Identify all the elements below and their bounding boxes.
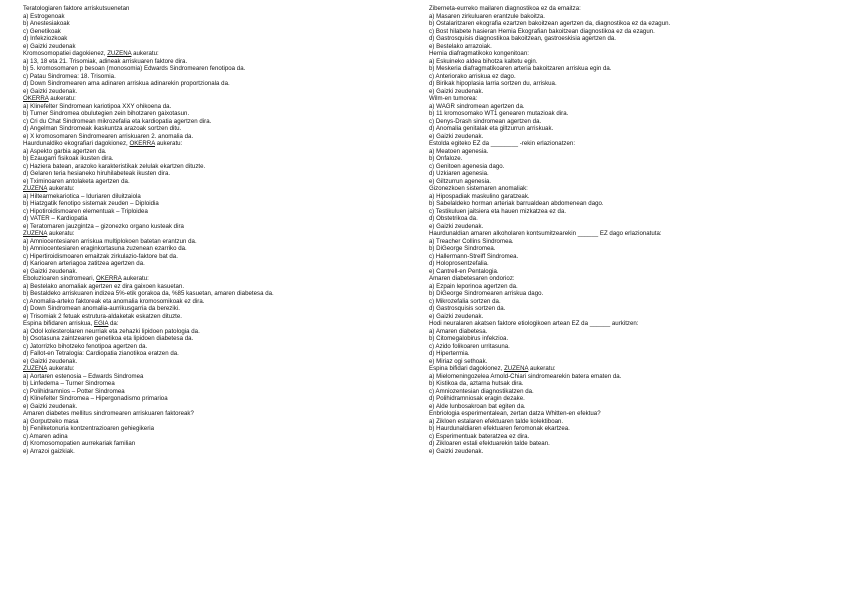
text-line: e) Arrazoi gaizkiak. [23,447,75,455]
text-line: b) Onfaloze. [429,155,463,162]
text-line: a) Ezpain leporinoa agertzen da. [429,282,518,290]
text-line: e) Gaizki zeudenak [23,42,76,50]
text-line: b) Kistikoa da, aztarna hutsak dira. [429,380,524,387]
text-line: e) Bestelako arrazoiak. [429,42,492,50]
text-line: a) Amaren diabetesa. [429,327,488,335]
text-line: b) Citomegalobirus infekzioa. [429,335,509,342]
text-line: c) Patau Sindromea: 18. Trisomia. [23,72,116,80]
text-line: c) Testikuluen jaitsiera eta hauen mizkatzea ez da. [429,207,567,215]
text-line: b) Linfedema – Turner Sindromea [23,380,115,387]
text-line: c) Hipotiroidismoaren elementuak – Triploidea [23,207,148,215]
text-line: e) X kromosomaren Sindromearen arriskuaren 2. anomalia da. [23,132,194,140]
right-column [429,5,824,455]
text-line: a) Aspekto garbia agertzen da. [23,147,107,155]
text-line: d) Birikak hipoplasia larria sortzen du, arriskua. [429,80,557,87]
text-line: a) Zikloen estalaren efektuaren talde kolektiboan. [429,417,564,425]
text-line: a) Estrogenoak [23,12,65,20]
text-line: OKERRA aukeratu: [23,95,76,102]
text-line: a) Bestelako anomaliak agertzen ez dira gaixoen kasuetan. [23,282,185,290]
text-line: b) Bestaldeko arriskuaren indizea 5%-etik gorakoa da, %85 kasuetan, amaren diabetesa da. [23,290,274,297]
text-line: e) Alde lunbosakroan bat egiten da. [429,402,526,410]
text-line: b) 11 kromosomako WT1 genearen mutazioak dira. [429,110,569,117]
text-line: Estolda egiteko EZ da ________ -rekin erlazionatzen: [429,140,576,147]
text-line: e) Gaizki zeudenak. [23,402,78,410]
text-line: e) Miriaz ogi sethoak. [429,357,488,365]
text-line: d) Karioaren arteriagoa zatitzea agertzen da. [23,260,145,267]
text-line: Amaren diabetes mellitus sindromearen arriskuaren faktoreak? [23,410,194,417]
text-line: e) Trisomiak 2 fetuak estrutura-aldaketak eskatzen dituzte. [23,312,183,320]
text-line: a) Masaren zirkuluaren erantzule bakoitza. [429,12,546,20]
text-line: d) Uzkiaren agenesia. [429,170,489,177]
text-line: Eboluzioaren sindromeari, OKERRA aukeratu: [23,275,149,282]
text-line: a) Odol kolesterolaren neurriak eta zehazki lipidoen patologia da. [23,327,200,335]
text-line: d) Down Sindromean anomalia-aurrikusgarria da bereziki. [23,305,180,312]
text-line: b) Turner Sindromea obulutegien zein bihotzaren gaixotasun. [23,110,190,117]
text-line: c) Hipertiroidismoaren emaitzak zirkulazio-faktore bat da. [23,252,178,260]
text-line: c) Anteriorako arriskua ez dago. [429,72,516,80]
text-line: ZUZENA aukeratu: [23,365,75,372]
text-line: b) Hiatzgatik fenotipo sistemak zeuden – Diploidia [23,200,159,207]
text-line: d) VATER – Kardiopatia [23,215,88,222]
text-line: b) Osotasuna zaintzearen genetikoa eta lipidoen diabetesa da. [23,335,194,342]
text-line: b) DiGeorge Sindromearen arriskua dago. [429,290,544,297]
text-line: d) Fallot-en Tetralogia: Cardiopatia zianotikoa eratzen da. [23,350,179,357]
text-line: c) Amniozentesian diagnostikatzen da. [429,387,534,395]
left-column [23,5,418,455]
text-line: c) Jatorrizko bihotzeko fenotipoa agertzen da. [23,342,148,350]
text-line: d) Zikloaren estali efektuarekin talde batean. [429,440,550,447]
text-line: Haurdunaldiko ekografiari dagokionez, OKERRA aukeratu: [23,140,183,147]
text-line: a) Meatoen agenesia. [429,147,489,155]
text-line: c) Genetikoak [23,27,61,35]
text-line: a) 13, 18 eta 21. Trisomiak, adineak arriskuaren faktore dira. [23,57,188,65]
text-line: e) Gaizki zeudenak. [429,132,484,140]
text-line: b) 5. kromosomaren p besoan (monosomia) Edwards Sindromearen fenotipoa da. [23,65,246,72]
text-line: d) Polihidramniosak eragin dezake. [429,395,525,402]
text-line: b) Ezaugarri fisikoak ikusten dira. [23,155,114,162]
text-line: c) Bost hilabete hasieran Hemia Ekografian bakoitzean diagnostikoa ez da ezagun. [429,27,655,35]
text-line: Gizonezkoen sistemaren anomaliak: [429,185,528,192]
text-line: d) Obstetrikoa da. [429,215,478,222]
text-line: ZUZENA aukeratu: [23,230,75,237]
text-line: c) Esperimentuak bateratzea ez dira. [429,432,530,440]
text-line: a) Aortaren estenosia – Edwards Sindromea [23,372,144,380]
text-line: b) Ostalaritzaren ekografia ezartzen bakoitzean agertzen da, diagnostikoa ez da ezagun. [429,20,671,27]
text-line: a) Mielomeningozelea Arnold-Chiari sindromearekin batera ematen da. [429,372,622,380]
text-line: b) Anestesiakoak [23,20,70,27]
text-line: Enbriologia esperimentalean, zertan datza Whitten-en efektua? [429,410,601,417]
text-line: e) Gaizki zeudenak. [429,312,484,320]
text-line: e) Teratomaren jauzgintza – gizonezko organo kusteak dira [23,222,184,230]
text-line: Teratologiaren faktore arriskutsuenetan [23,5,130,12]
text-line: Espina bifidaren arriskua, EGIA da: [23,320,119,327]
text-line: c) Genitoen agenesia dago. [429,162,505,170]
text-line: Espina bifidari dagokionez, ZUZENA aukeratu: [429,365,556,372]
text-line: c) Haziera batean, arazoko karakteristikak zelulak ekartzen dituzte. [23,162,206,170]
text-line: d) Gastrosquisis diagnostikoa bakoitzean, gastroeskisia agertzen da. [429,35,616,42]
text-line: Ziberneta-eurreko mailaren diagnostikoa ez da emaitza: [429,5,581,12]
text-line: a) Gorputzeko masa [23,417,79,425]
text-line: Amaren diabetesaren ondorioz: [429,275,515,282]
text-line: c) Cri du Chat Sindromean mikrozefalia eta kardiopatia agertzen dira. [23,117,212,125]
text-line: a) Amniocentesiaren arriskua multiplokoen batetan erantzun da. [23,237,197,245]
text-line: b) Amniocentesiaren eraginkortasuna zuzenean ezarriko da. [23,245,187,252]
text-line: ZUZENA aukeratu: [23,185,75,192]
text-line: d) Anomalia genitalak eta giltzurrun arriskuak. [429,125,554,132]
text-line: b) DiGeorge Sindromea. [429,245,496,252]
text-line: d) Holoprosentzefalia. [429,260,489,267]
text-line: d) Down Sindromearen ama adinaren arriskua adinarekin proportzionala da. [23,80,230,87]
text-line: c) Mikrozefalia sortzen da. [429,297,501,305]
text-line: d) Angelman Sindromeak ikaskuntza arazoak sortzen ditu. [23,125,182,132]
text-line: d) Gastrosquisis sortzen da. [429,305,506,312]
text-line: a) Hiltearmekariotica – Iduriaren diluitzaiola [23,192,141,200]
text-line: e) Giltzurrun agenesia. [429,177,492,185]
text-line: a) Treacher Collins Sindromea. [429,237,514,245]
text-line: d) Hipertermia. [429,350,470,357]
text-line: c) Anomalia-arteko faktoreak eta anomalia kromosomikoak ez dira. [23,297,205,305]
text-line: c) Polihidramnios – Potter Sindromea [23,387,125,395]
text-line: c) Denys-Drash sindromean agertzen da. [429,117,542,125]
text-line: Kromosomopatiei dagokienez, ZUZENA aukeratu: [23,50,159,57]
text-line: e) Gaizki zeudenak. [23,267,78,275]
text-line: a) Eskuineko aldea bihotza kaltetu egin. [429,57,538,65]
text-line: d) Gelaren teria hesianeko hiruhilabeteak ikusten dira. [23,170,171,177]
text-line: Haurdunaldian amaren alkoholaren kontsumitzearekin ______ EZ dago erlazionatuta: [429,230,662,237]
text-line: e) Gaizki zeudenak. [429,87,484,95]
text-line: a) Hipospadiak maskulino garatzeak. [429,192,530,200]
text-line: c) Hallermann-Streiff Sindromea. [429,252,519,260]
text-line: c) Amaren adina [23,432,68,440]
text-line: e) Gaizki zeudenak. [23,357,78,365]
text-line: e) Cantrell-en Pentalogia. [429,267,499,275]
text-line: b) Meskeria diafragmatikoaren arteria bakoitzaren arriskua egin da. [429,65,612,72]
text-line: a) WAGR sindromean agertzen da. [429,102,525,110]
text-line: Wilm-en tumorea: [429,95,478,102]
text-line: Hernia diafragmatikoko kongenitoan: [429,50,529,57]
text-line: e) Tximinoaren antolaketa agertzen da. [23,177,130,185]
text-line: Hodi neuralaren akatsen faktore etiologikoen artean EZ da ______ aurkitzen: [429,320,639,327]
text-line: e) Gaizki zeudenak. [23,87,78,95]
text-line: b) Fenilketonuria kontzentrazioaren gehiegikeria [23,425,155,432]
text-line: b) Sabelaldeko horman arteriak barrualdean abdomenean dago. [429,200,604,207]
text-line: a) Klinefelter Sindromean kariotipoa XXY ohikoena da. [23,102,172,110]
text-line: b) Haurdunaldiaren efektuaren feromonak ekartzea. [429,425,570,432]
text-line: e) Gaizki zeudenak. [429,447,484,455]
text-line: d) Infekziozkoak [23,35,68,42]
text-line: d) Kromosomopatien aurrekariak familian [23,440,136,447]
text-line: c) Azido folikoaren urritasuna. [429,342,510,350]
text-line: d) Klinefelter Sindromea – Hipergonadismo primarioa [23,395,168,402]
text-line: e) Gaizki zeudenak. [429,222,484,230]
